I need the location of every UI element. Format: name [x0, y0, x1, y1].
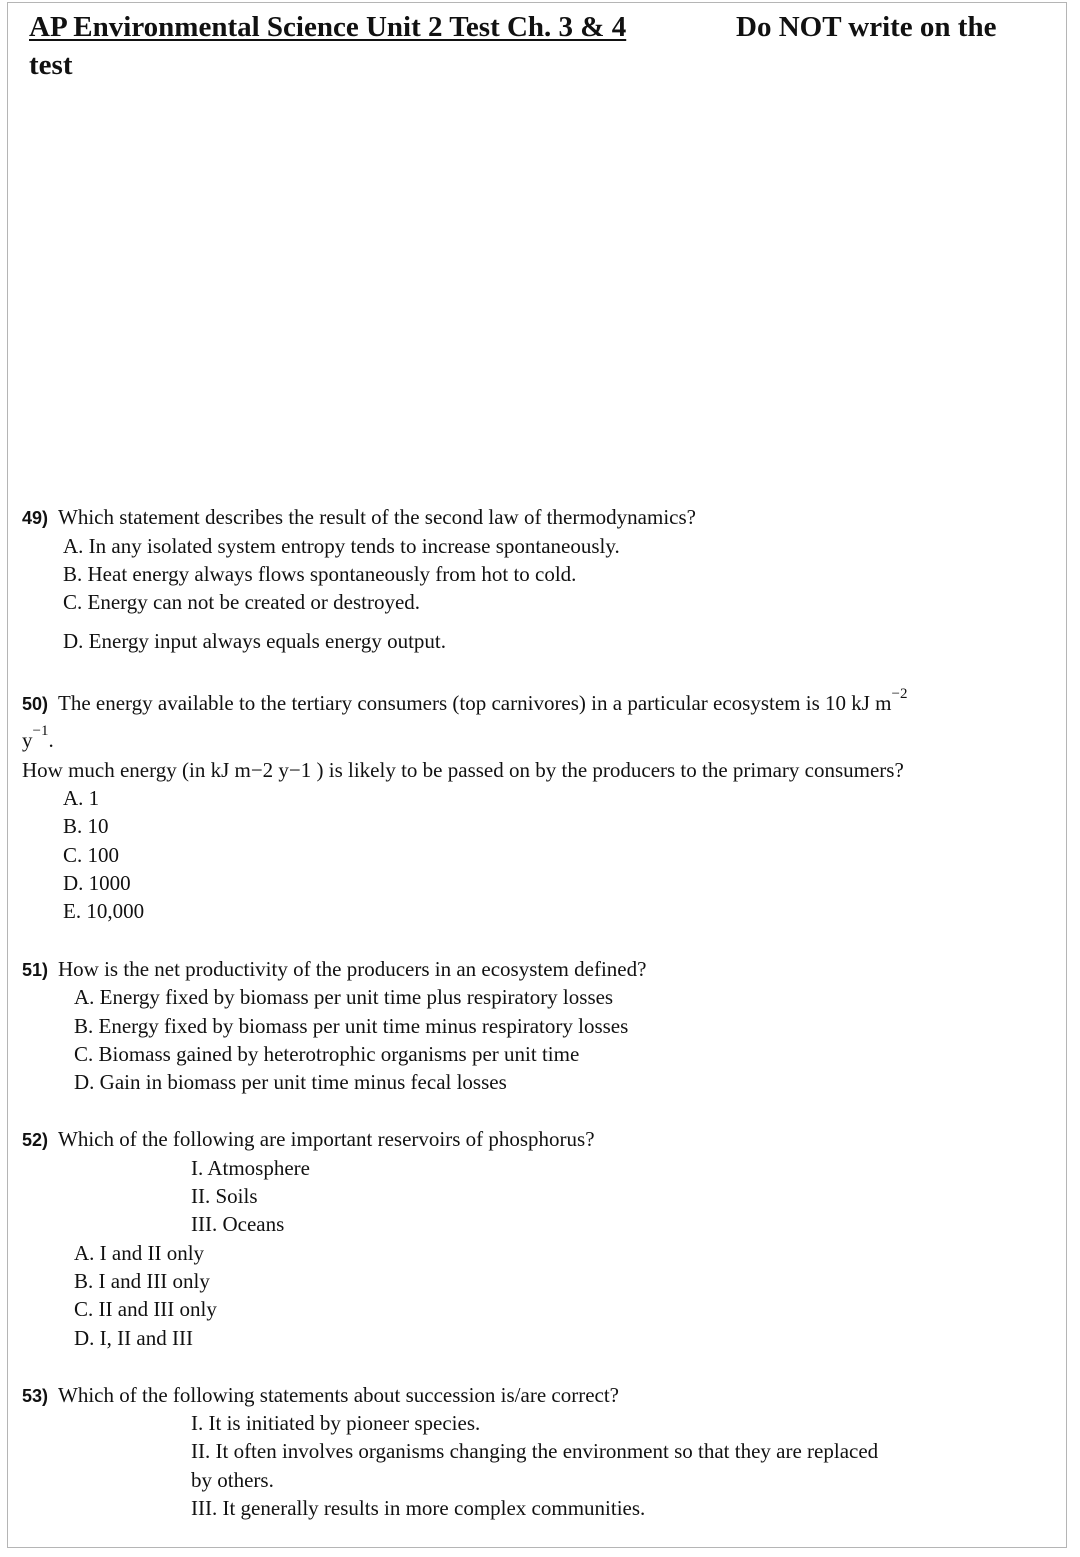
question-stem-line-2: $y^{-1}$. — [22, 723, 54, 752]
instruction-text: Do NOT write on the — [736, 11, 997, 43]
roman-statement: III. Oceans — [191, 1212, 285, 1236]
answer-option: C. 100 — [63, 843, 120, 867]
question-50 — [22, 686, 908, 715]
answer-option: B. 10 — [63, 814, 109, 838]
question-stem: Which of the following are important reservoirs of phosphorus? — [58, 1127, 595, 1151]
roman-statement: II. Soils — [191, 1184, 258, 1208]
question-stem: The energy available to the tertiary consumers (top carnivores) in a particular ecosystem is 10 kJ m — [58, 691, 892, 715]
answer-option: C. Energy can not be created or destroyed. — [63, 590, 421, 614]
answer-option: C. II and III only — [74, 1297, 217, 1321]
question-53 — [22, 1385, 619, 1406]
roman-statement: I. It is initiated by pioneer species. — [191, 1411, 481, 1435]
roman-statement: II. It often involves organisms changing the environment so that they are replaced — [191, 1439, 879, 1463]
answer-option: B. I and III only — [74, 1269, 210, 1293]
answer-option: D. 1000 — [63, 871, 131, 895]
roman-statement: III. It generally results in more complex communities. — [191, 1496, 646, 1520]
roman-statement-continued: by others. — [191, 1468, 274, 1492]
question-number: 53) — [22, 1386, 49, 1406]
question-stem-line-3: How much energy (in kJ m−2 y−1 ) is likely to be passed on by the producers to the primary consumers? — [22, 758, 904, 782]
answer-option: A. 1 — [63, 786, 100, 810]
instruction-text-continued: test — [29, 49, 73, 81]
answer-option: B. Heat energy always flows spontaneously from hot to cold. — [63, 562, 577, 586]
roman-statement: I. Atmosphere — [191, 1156, 310, 1180]
answer-option: D. Energy input always equals energy output. — [63, 629, 446, 653]
answer-option: D. I, II and III — [74, 1326, 193, 1350]
question-number: 50) — [22, 694, 49, 714]
answer-option: A. I and II only — [74, 1241, 205, 1265]
answer-option: C. Biomass gained by heterotrophic organisms per unit time — [74, 1042, 580, 1066]
question-number: 49) — [22, 508, 49, 528]
question-stem: Which of the following statements about succession is/are correct? — [58, 1383, 619, 1407]
question-51 — [22, 959, 646, 980]
question-number: 52) — [22, 1130, 49, 1150]
question-stem: How is the net productivity of the producers in an ecosystem defined? — [58, 957, 647, 981]
question-number: 51) — [22, 960, 49, 980]
answer-option: D. Gain in biomass per unit time minus fecal losses — [74, 1070, 507, 1094]
answer-option: E. 10,000 — [63, 899, 145, 923]
answer-option: A. In any isolated system entropy tends to increase spontaneously. — [63, 534, 620, 558]
test-page — [7, 2, 1067, 1548]
superscript: −1 — [32, 723, 49, 739]
question-stem: Which statement describes the result of the second law of thermodynamics? — [58, 505, 696, 529]
answer-option: A. Energy fixed by biomass per unit time plus respiratory losses — [74, 985, 614, 1009]
superscript: −2 — [891, 686, 908, 702]
question-49 — [22, 507, 696, 528]
answer-option: B. Energy fixed by biomass per unit time minus respiratory losses — [74, 1014, 629, 1038]
page-title: AP Environmental Science Unit 2 Test Ch. 3 & 4 — [29, 11, 627, 43]
question-52 — [22, 1129, 595, 1150]
